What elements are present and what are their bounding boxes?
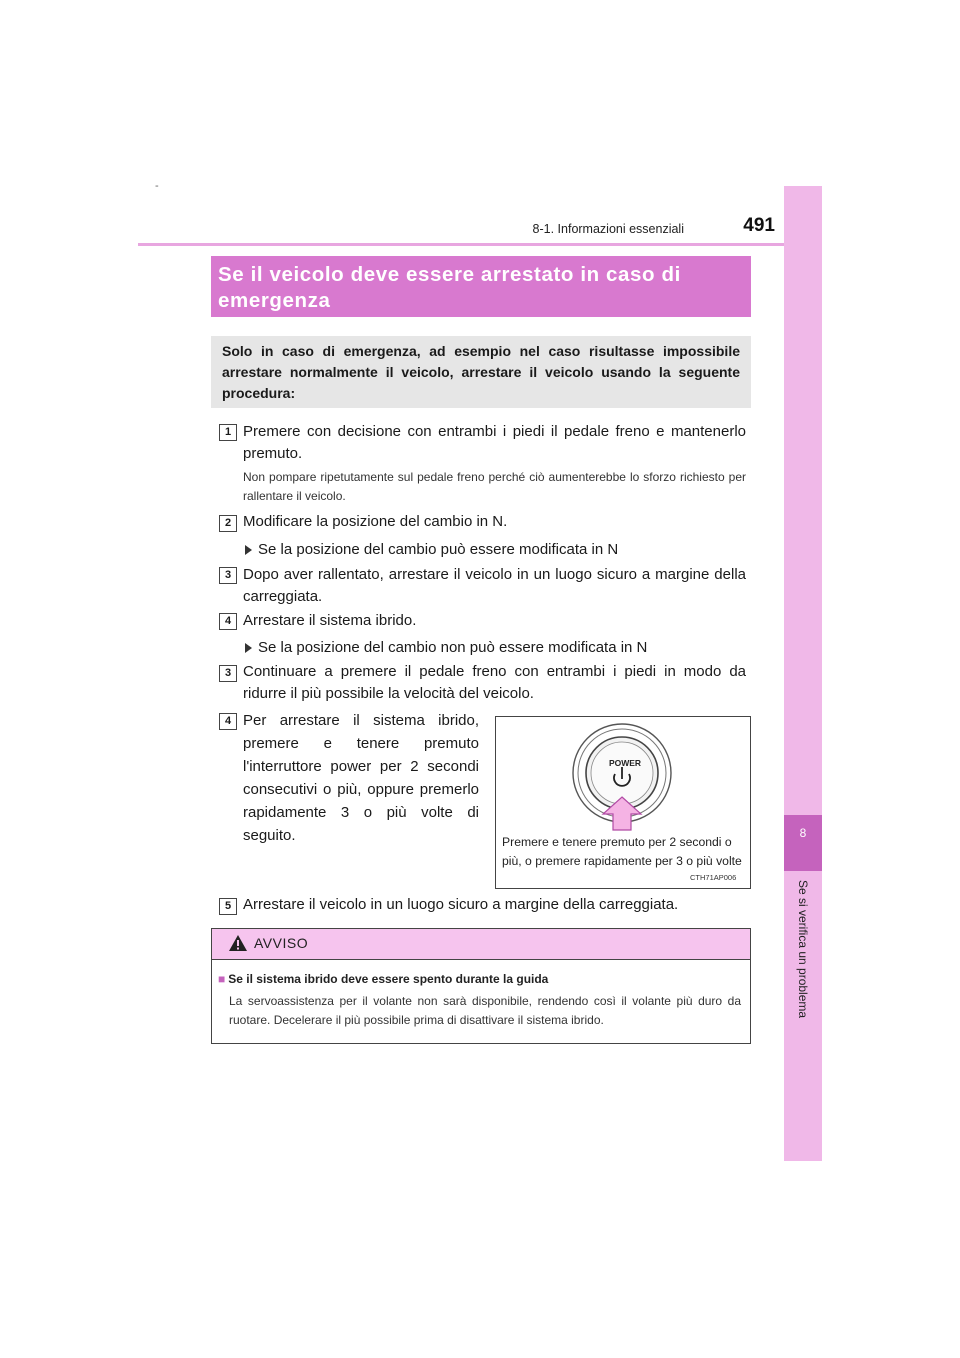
warning-text: La servoassistenza per il volante non sarà disponibile, rendendo così il volante più duro da ruotare. Decelerare il più possibile prima di disattivare il sistema ibrido.: [229, 994, 741, 1027]
step-number: 1: [219, 424, 237, 441]
chapter-title: Se si verifica un problema: [796, 880, 810, 1019]
warning-label: AVVISO: [254, 935, 309, 951]
intro-text: Solo in caso di emergenza, ad esempio nel caso risultasse impossibile arrestare normalmente il veicolo, arrestare il veicolo usando la seguente procedura:: [222, 343, 740, 401]
step-number: 4: [219, 713, 237, 730]
header-divider: [138, 243, 822, 246]
warning-title-text: Se il sistema ibrido deve essere spento durante la guida: [228, 972, 549, 986]
chapter-title-vertical: [784, 880, 822, 1140]
step-text: Per arrestare il sistema ibrido, premere e tenere premuto l'interruttore power per 2 secondi consecutivi o più, oppure premerlo rapidamente 3 o più volte di seguito.: [243, 712, 479, 844]
condition-bullet: [243, 539, 746, 561]
page-number: 491: [743, 215, 775, 236]
step-text: Dopo aver rallentato, arrestare il veicolo in un luogo sicuro a margine della carreggiata.: [243, 566, 746, 605]
step-text: Arrestare il veicolo in un luogo sicuro a margine della carreggiata.: [243, 896, 679, 913]
section-title-box: [211, 256, 751, 317]
step-number: 3: [219, 665, 237, 682]
power-button-label: POWER: [608, 758, 642, 768]
step-number: 3: [219, 567, 237, 584]
triangle-right-icon: [245, 545, 252, 555]
intro-box: [211, 336, 751, 408]
step-text: Premere con decisione con entrambi i piedi il pedale freno e mantenerlo premuto.: [243, 423, 746, 462]
header-dash: -: [155, 180, 159, 192]
bullet-text: Se la posizione del cambio può essere modificata in N: [258, 541, 619, 558]
step-text: Modificare la posizione del cambio in N.: [243, 513, 508, 530]
chapter-number: 8: [799, 826, 807, 840]
figure-code: CTH71AP006: [690, 873, 737, 882]
figure-caption: Premere e tenere premuto per 2 secondi o più, o premere rapidamente per 3 o più volte: [502, 835, 742, 868]
warning-square-icon: ■: [218, 972, 226, 986]
step-text: Arrestare il sistema ibrido.: [243, 612, 417, 629]
chapter-number-box: [784, 815, 822, 871]
step-number: 2: [219, 515, 237, 532]
step-number: 5: [219, 898, 237, 915]
warning-triangle-icon: [228, 934, 248, 952]
condition-bullet: [243, 637, 746, 659]
step-text: Continuare a premere il pedale freno con entrambi i piedi in modo da ridurre il più possibile la velocità del veicolo.: [243, 663, 746, 702]
section-title: Se il veicolo deve essere arrestato in caso di emergenza: [218, 263, 681, 312]
warning-title: [218, 972, 548, 986]
triangle-right-icon: [245, 643, 252, 653]
step-number: 4: [219, 613, 237, 630]
step-note: Non pompare ripetutamente sul pedale freno perché ciò aumenterebbe lo sforzo richiesto per rallentare il veicolo.: [243, 470, 746, 503]
bullet-text: Se la posizione del cambio non può essere modificata in N: [258, 639, 648, 656]
section-label: 8-1. Informazioni essenziali: [532, 222, 684, 236]
